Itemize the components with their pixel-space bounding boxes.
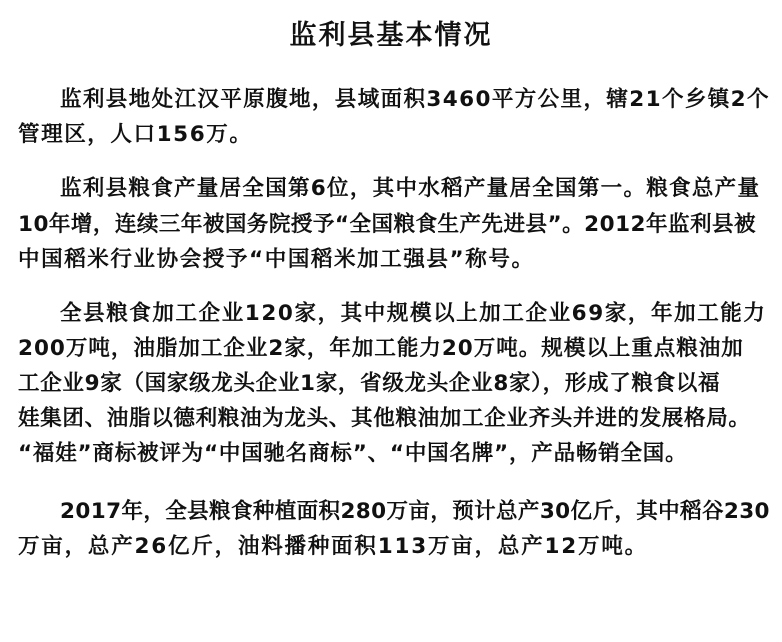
paragraph-line: 监利县粮食产量居全国第6位，其中水稻产量居全国第一。粮食总产量 [60, 176, 761, 201]
paragraph-line: 监利县地处江汉平原腹地，县域面积3460平方公里，辖21个乡镇2个 [60, 87, 770, 112]
paragraph-line: “福娃”商标被评为“中国驰名商标”、“中国名牌”，产品畅销全国。 [18, 441, 688, 466]
paragraph-line: 万亩，总产26亿斤，油料播种面积113万亩，总产12万吨。 [18, 534, 648, 559]
paragraph-line: 管理区，人口156万。 [18, 122, 253, 147]
paragraph-line: 2017年，全县粮食种植面积280万亩，预计总产30亿斤，其中稻谷230 [60, 499, 770, 524]
paragraph-line: 娃集团、油脂以德利粮油为龙头、其他粮油加工企业齐头并进的发展格局。 [18, 406, 751, 431]
paragraph-line: 200万吨，油脂加工企业2家，年加工能力20万吨。规模以上重点粮油加 [18, 336, 744, 361]
paragraph-line: 10年增，连续三年被国务院授予“全国粮食生产先进县”。2012年监利县被 [18, 212, 757, 237]
paragraph-line: 工企业9家（国家级龙头企业1家，省级龙头企业8家），形成了粮食以福 [18, 371, 721, 396]
page-title: 监利县基本情况 [289, 20, 493, 51]
paragraph-line: 中国稻米行业协会授予“中国稻米加工强县”称号。 [18, 247, 535, 272]
paragraph-line: 全县粮食加工企业120家，其中规模以上加工企业69家，年加工能力 [60, 301, 767, 326]
